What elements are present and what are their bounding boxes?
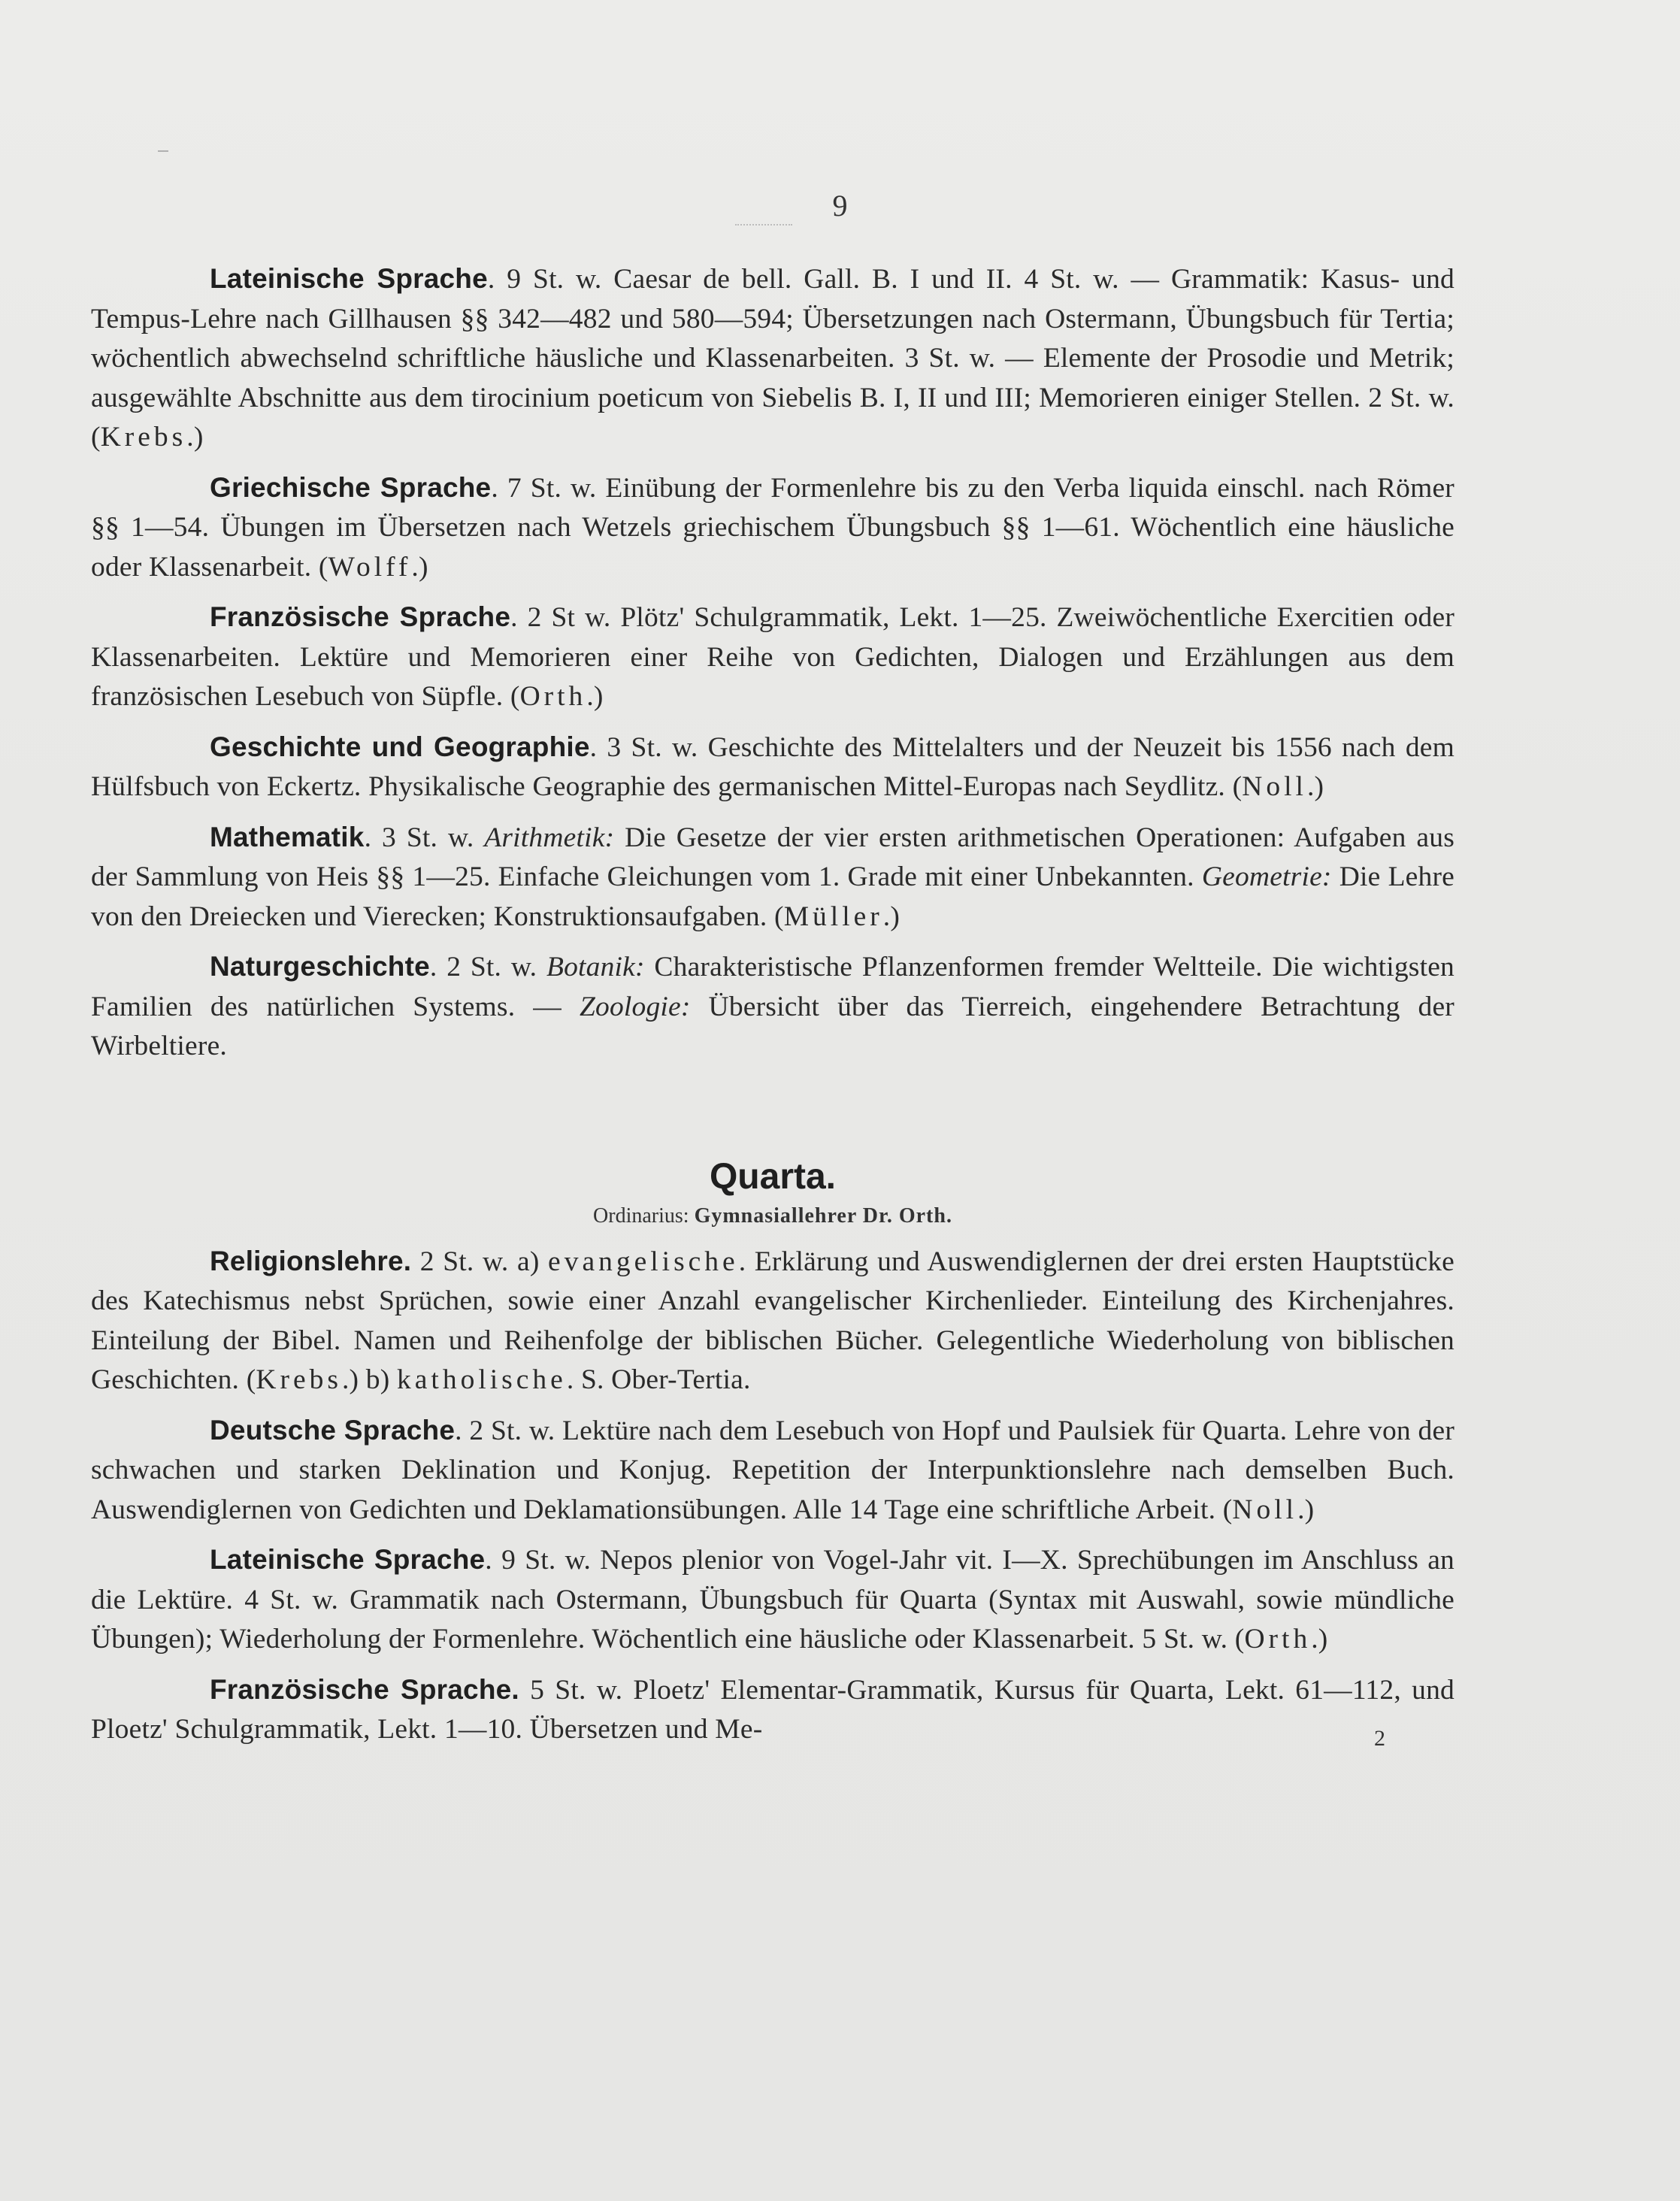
topic-label: Arithmetik: (484, 822, 615, 853)
paragraph-text: . S. Ober-Tertia. (566, 1364, 751, 1395)
paragraph-text: . 3 St. w. Geschichte des Mittelalters und der Neuzeit bis 1556 nach dem Hülfsbuch von Eckertz. Physikalische Geographie des germanischen Mittel-Europas nach Seydlitz. ( (91, 731, 1454, 802)
subject-paragraph (91, 728, 1454, 807)
paragraph-text: 2 St. w. a) (411, 1246, 549, 1277)
teacher-name: Wolff (328, 551, 412, 583)
page-number: 9 (832, 189, 848, 223)
teacher-name: Orth (519, 681, 587, 712)
paragraph-text: . Erklärung und Auswendiglernen der drei ersten Hauptstücke des Katechismus nebst Sprüchen, sowie einer Anzahl evangelischer Kirchenlieder. Einteilung des Kirchenjahres. Einteilung der Bibel. Namen und Reihenfolge der biblischen Bücher. Gelegentliche Wiederholung von biblischen Geschichten. ( (91, 1246, 1454, 1395)
subject-paragraph (91, 1411, 1454, 1530)
subject-heading: Französische Sprache. (210, 1673, 519, 1705)
topic-label: Botanik: (546, 952, 645, 982)
paragraph-text: 5 St. w. Ploetz' Elementar-Grammatik, Kursus für Quarta, Lekt. 61—112, und Ploetz' Schulgrammatik, Lekt. 1—10. Übersetzen und Me- (91, 1674, 1454, 1745)
subject-heading: Lateinische Sprache (210, 263, 488, 294)
teacher-name: Krebs (100, 422, 187, 453)
signature-mark: 2 (1374, 1726, 1385, 1751)
page-content (91, 259, 1454, 1760)
subject-heading: Deutsche Sprache (210, 1414, 456, 1446)
topic-label: Geometrie: (1201, 861, 1332, 892)
ordinarius-label: Ordinarius: (593, 1203, 695, 1228)
paragraph-text: . 9 St. w. Caesar de bell. Gall. B. I und II. 4 St. w. — Grammatik: Kasus- und Tempus-Lehre nach Gillhausen §§ 342—482 und 580—594; Übersetzungen nach Ostermann, Übungsbuch für Tertia; wöchentlich abwechselnd schriftliche häusliche und Klassenarbeiten. 3 St. w. — Elemente der Prosodie und Metrik; ausgewählte Abschnitte aus dem tirocinium poeticum von Siebelis B. I, II und III; Memorieren einiger Stellen. 2 St. w. ( (91, 264, 1454, 453)
subject-paragraph (91, 1670, 1454, 1750)
paragraph-text: .) (1297, 1494, 1315, 1525)
paragraph-text: . 2 St w. Plötz' Schulgrammatik, Lekt. 1—25. Zweiwöchentliche Exercitien oder Klassenarbeiten. Lektüre und Memorieren einer Reihe von Gedichten, Dialogen und Erzählungen aus dem französischen Lesebuch von Süpfle. ( (91, 602, 1455, 712)
section-ordinarius (91, 1201, 1454, 1231)
ordinarius-name: Gymnasiallehrer Dr. Orth. (694, 1203, 952, 1228)
paragraph-text: Charakteristische Pflanzenformen fremder Weltteile. Die wichtigsten Familien des natürlichen Systems. — (91, 952, 1454, 1022)
teacher-name: evangelische (548, 1246, 739, 1277)
section-title: Quarta. (709, 1156, 837, 1197)
paragraph-text: .) (586, 681, 604, 712)
teacher-name: Orth (1244, 1624, 1312, 1655)
subject-paragraph (91, 1540, 1454, 1660)
teacher-name: Noll (1242, 771, 1307, 802)
subject-heading: Religionslehre. (210, 1245, 412, 1276)
subject-paragraph (91, 1242, 1454, 1400)
subject-paragraph (91, 259, 1454, 458)
subject-heading: Mathematik (210, 821, 365, 852)
topic-label: Zoologie: (579, 991, 691, 1022)
paragraph-text: .) (1306, 771, 1324, 802)
paragraph-text: .) (882, 901, 901, 932)
subject-heading: Naturgeschichte (210, 951, 430, 982)
paragraph-text: .) (186, 422, 204, 453)
paragraph-text: Die Lehre von den Dreiecken und Vierecken; Konstruktionsaufgaben. ( (91, 861, 1455, 932)
subject-heading: Lateinische Sprache (210, 1544, 486, 1575)
subject-paragraph (91, 468, 1454, 588)
subject-heading: Griechische Sprache (210, 471, 492, 503)
paragraph-text: .) (1311, 1624, 1328, 1655)
teacher-name: Noll (1232, 1494, 1298, 1525)
teacher-name: katholische (397, 1364, 567, 1395)
paragraph-text: . 2 St. w. Lektüre nach dem Lesebuch von Hopf und Paulsiek für Quarta. Lehre von der schwachen und starken Deklination und Konjug. Repetition der Interpunktionslehre nach demselben Buch. Auswendiglernen von Gedichten und Deklamationsübungen. Alle 14 Tage eine schriftliche Arbeit. ( (91, 1415, 1455, 1525)
subject-heading: Französische Sprache (210, 601, 511, 632)
teacher-name: Krebs (256, 1364, 342, 1395)
subject-paragraph (91, 818, 1454, 937)
quarta-section (91, 1242, 1454, 1750)
subject-heading: Geschichte und Geographie (210, 731, 590, 762)
paragraph-text: Die Gesetze der vier ersten arithmetischen Operationen: Aufgaben aus der Sammlung von Heis §§ 1—25. Einfache Gleichungen vom 1. Grade mit einer Unbekannten. (91, 822, 1454, 892)
paragraph-text: . 7 St. w. Einübung der Formenlehre bis zu den Verba liquida einschl. nach Römer §§ 1—54. Übungen im Übersetzen nach Wetzels griechischem Übungsbuch §§ 1—61. Wöchentlich eine häusliche oder Klassenarbeit. ( (91, 472, 1454, 583)
subject-paragraph (91, 947, 1454, 1067)
page-number-ornament (735, 224, 792, 226)
subject-paragraph (91, 598, 1454, 717)
paragraph-text: . 3 St. w. (364, 822, 485, 853)
paragraph-text: .) b) (341, 1364, 398, 1395)
tertia-section (91, 259, 1454, 1067)
paragraph-text: . 2 St. w. (429, 952, 546, 982)
teacher-name: Müller (783, 901, 883, 932)
paragraph-text: . 9 St. w. Nepos plenior von Vogel-Jahr vit. I—X. Sprechübungen im Anschluss an die Lektüre. 4 St. w. Grammatik nach Ostermann, Übungsbuch für Quarta (Syntax mit Auswahl, sowie mündliche Übungen); Wiederholung der Formenlehre. Wöchentlich eine häusliche oder Klassenarbeit. 5 St. w. ( (91, 1545, 1454, 1655)
paragraph-text: .) (411, 551, 428, 583)
paragraph-text: Übersicht über das Tierreich, eingehendere Betrachtung der Wirbeltiere. (91, 991, 1454, 1061)
print-mark (158, 150, 168, 152)
